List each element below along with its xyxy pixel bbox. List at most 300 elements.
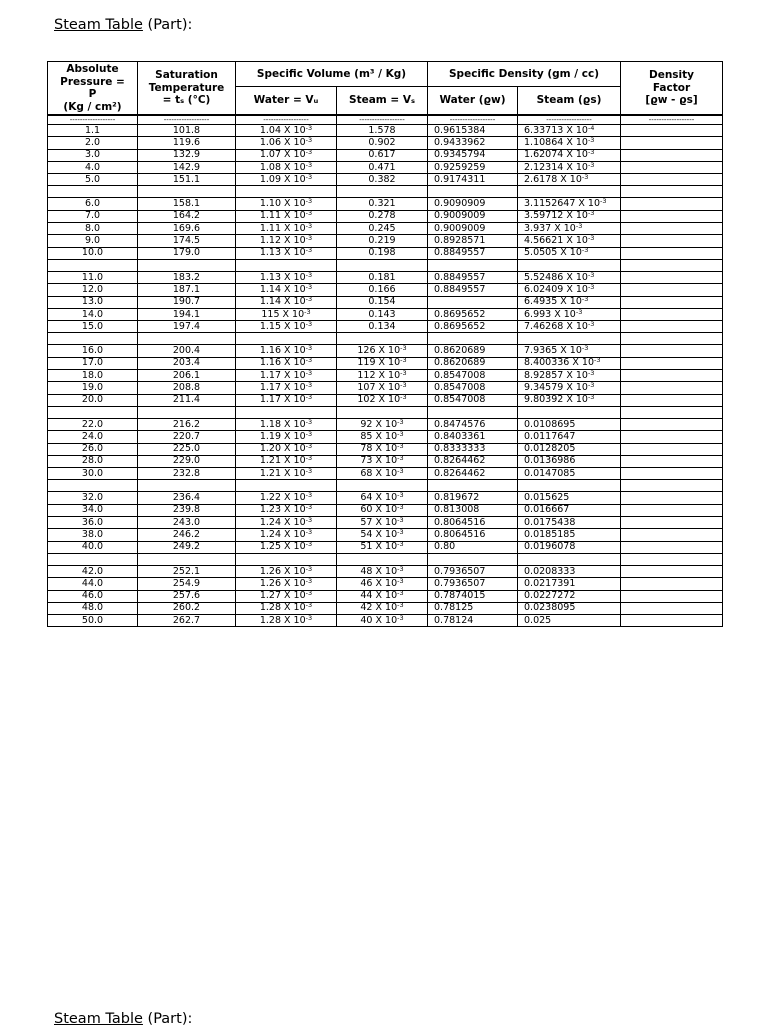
cell-volume-steam [337,382,428,394]
table-row [48,382,723,394]
exponent-base: X 10 [284,590,306,602]
mantissa: 1.578 [368,124,396,136]
mantissa: 1.27 [259,590,281,602]
table-row [48,541,723,553]
exponent: -3 [397,418,404,426]
header-saturation-temperature [138,62,236,116]
cell-volume-water [236,271,337,283]
cell-density-water: 0.9090909 [428,198,518,210]
exponent: -3 [400,394,407,402]
mantissa: 7.9365 [524,345,558,357]
cell-pressure: 48.0 [48,602,138,614]
cell-density-water: 0.9345794 [428,149,518,161]
cell-volume-steam [337,174,428,186]
mantissa: 85 [360,430,373,442]
exponent-base: X 10 [572,357,594,369]
mantissa: 78 [360,443,373,455]
cell-pressure: 38.0 [48,529,138,541]
exponent: -3 [397,577,404,585]
mantissa: 0.016667 [524,504,570,516]
table-row [48,296,723,308]
blank-cell [337,553,428,565]
cell-density-water: 0.819672 [428,492,518,504]
mantissa: 1.24 [259,528,281,540]
cell-volume-water [236,517,337,529]
exponent-base: X 10 [284,492,306,504]
cell-density-factor [621,125,723,137]
exponent: -3 [305,222,313,230]
blank-cell [518,553,621,565]
exponent-base: X 10 [284,320,306,332]
mantissa: 2.12314 [524,161,564,173]
cell-volume-water [236,492,337,504]
cell-density-steam [518,418,621,430]
mantissa: 0.025 [524,614,552,626]
exponent-base: X 10 [375,528,398,540]
mantissa: 6.33713 [524,124,564,136]
header-density-factor [621,62,723,116]
cell-density-steam [518,137,621,149]
cell-pressure: 30.0 [48,468,138,480]
cell-density-steam [518,284,621,296]
exponent: -3 [305,614,313,622]
exponent-base: X 10 [566,271,588,283]
cell-density-steam [518,382,621,394]
cell-density-steam [518,529,621,541]
cell-pressure: 6.0 [48,198,138,210]
cell-temperature: 119.6 [138,137,236,149]
cell-density-water: 0.8695652 [428,321,518,333]
mantissa: 0.245 [368,222,396,234]
exponent-base: X 10 [284,614,306,626]
blank-cell [48,480,138,492]
cell-temperature: 101.8 [138,125,236,137]
blank-row [48,259,723,271]
exponent: -3 [587,149,595,157]
mantissa: 6.02409 [524,283,564,295]
cell-density-water: 0.8064516 [428,529,518,541]
cell-density-water: 0.7936507 [428,578,518,590]
header-line: Absolute [66,63,119,75]
cell-density-water: 0.8928571 [428,235,518,247]
cell-density-water: 0.8547008 [428,382,518,394]
cell-volume-water [236,431,337,443]
mantissa: 1.12 [259,235,281,247]
mantissa: 1.13 [259,271,281,283]
cell-density-water: 0.7874015 [428,590,518,602]
blank-cell [428,259,518,271]
mantissa: 0.0147085 [524,467,576,479]
mantissa: 92 [360,418,373,430]
cell-density-factor [621,235,723,247]
cell-pressure: 20.0 [48,394,138,406]
mantissa: 126 [357,345,376,357]
cell-density-factor [621,357,723,369]
cell-density-water: 0.8849557 [428,271,518,283]
exponent-base: X 10 [375,541,398,553]
mantissa: 0.015625 [524,492,570,504]
exponent-base: X 10 [566,283,588,295]
cell-volume-water [236,357,337,369]
mantissa: 0.0136986 [524,455,576,467]
cell-volume-steam [337,394,428,406]
blank-cell [48,259,138,271]
cell-pressure: 10.0 [48,247,138,259]
exponent: -3 [305,369,313,377]
cell-temperature: 243.0 [138,517,236,529]
exponent-base: X 10 [560,247,582,259]
cell-density-factor [621,223,723,235]
cell-volume-steam [337,418,428,430]
cell-density-water: 0.78125 [428,602,518,614]
cell-density-water: 0.8264462 [428,455,518,467]
exponent: -3 [581,296,589,304]
exponent-base: X 10 [375,614,398,626]
mantissa: 1.18 [259,418,281,430]
cell-volume-water [236,529,337,541]
cell-density-water: 0.8333333 [428,443,518,455]
cell-density-factor [621,615,723,627]
table-row [48,271,723,283]
cell-density-steam [518,247,621,259]
cell-pressure: 11.0 [48,271,138,283]
mantissa: 0.166 [368,283,396,295]
mantissa: 1.08 [259,161,281,173]
cell-density-steam [518,271,621,283]
table-row [48,161,723,173]
exponent: -3 [305,234,313,243]
exponent-base: X 10 [566,149,588,161]
header-density-water: Water (ϱw) [428,87,518,116]
mantissa: 5.52486 [524,271,564,283]
page-title-underlined: Steam Table [54,17,143,33]
exponent-base: X 10 [375,443,398,455]
exponent: -3 [587,271,595,279]
exponent-base: X 10 [284,394,306,406]
mantissa: 3.937 [524,222,552,234]
cell-temperature: 257.6 [138,590,236,602]
exponent: -3 [305,283,313,291]
cell-density-steam [518,370,621,382]
cell-temperature: 260.2 [138,602,236,614]
cell-pressure: 32.0 [48,492,138,504]
cell-density-steam [518,468,621,480]
cell-density-steam [518,174,621,186]
cell-volume-steam [337,198,428,210]
exponent-base: X 10 [375,467,398,479]
mantissa: 64 [360,492,373,504]
mantissa: 0.219 [368,235,396,247]
exponent: -3 [587,234,595,243]
cell-volume-water [236,308,337,320]
header-line: (Kg / cm²) [63,100,122,113]
exponent: -3 [305,149,313,157]
cell-volume-steam [337,296,428,308]
cell-pressure: 8.0 [48,223,138,235]
table-row [48,394,723,406]
exponent-base: X 10 [284,541,306,553]
cell-density-water: 0.8264462 [428,468,518,480]
mantissa: 68 [360,467,373,479]
cell-volume-steam [337,125,428,137]
cell-pressure: 44.0 [48,578,138,590]
mantissa: 7.46268 [524,320,564,332]
exponent-base: X 10 [554,308,576,320]
mantissa: 4.56621 [524,235,564,247]
exponent: -3 [305,467,313,475]
exponent-base: X 10 [566,136,588,148]
exponent: -3 [305,296,313,304]
exponent: -3 [305,344,313,353]
exponent-base: X 10 [284,136,306,148]
cell-volume-steam [337,578,428,590]
cell-pressure: 17.0 [48,357,138,369]
cell-density-factor [621,174,723,186]
exponent-base: X 10 [378,357,401,369]
mantissa: 0.0238095 [524,602,576,614]
mantissa: 0.0196078 [524,541,576,553]
cell-pressure: 36.0 [48,517,138,529]
cell-density-water: 0.9009009 [428,210,518,222]
cell-volume-steam [337,517,428,529]
dash-cell: ------------------ [518,115,621,125]
blank-row [48,333,723,345]
exponent: -3 [397,516,404,524]
mantissa: 0.278 [368,210,396,222]
table-row [48,235,723,247]
exponent: -3 [397,443,404,451]
cell-density-factor [621,541,723,553]
exponent-base: X 10 [378,369,401,381]
exponent-base: X 10 [284,222,306,234]
exponent-base: X 10 [560,173,582,185]
exponent: -3 [400,357,407,365]
cell-temperature: 239.8 [138,504,236,516]
dash-cell: ------------------ [621,115,723,125]
cell-density-steam [518,615,621,627]
page-title [54,17,192,33]
mantissa: 1.06 [259,136,281,148]
mantissa: 3.1152647 [524,198,576,210]
cell-pressure: 19.0 [48,382,138,394]
cell-density-factor [621,382,723,394]
cell-density-water: 0.9009009 [428,223,518,235]
mantissa: 6.4935 [524,296,558,308]
exponent-base: X 10 [566,394,588,406]
exponent: -3 [575,222,583,230]
dash-cell: ------------------ [337,115,428,125]
blank-cell [621,259,723,271]
mantissa: 1.13 [259,247,281,259]
mantissa: 57 [360,516,373,528]
cell-volume-steam [337,529,428,541]
exponent: -3 [400,369,407,377]
cell-density-factor [621,455,723,467]
cell-density-steam [518,504,621,516]
cell-temperature: 225.0 [138,443,236,455]
mantissa: 1.10 [259,198,281,210]
blank-cell [428,406,518,418]
exponent-base: X 10 [284,247,306,259]
cell-density-steam [518,565,621,577]
header-line: [ϱw - ϱs] [645,94,698,107]
cell-volume-water [236,541,337,553]
cell-density-factor [621,431,723,443]
cell-temperature: 229.0 [138,455,236,467]
cell-density-factor [621,137,723,149]
blank-cell [236,259,337,271]
mantissa: 0.902 [368,136,396,148]
cell-volume-steam [337,271,428,283]
header-line: Factor [652,81,691,94]
mantissa: 1.22 [259,492,281,504]
cell-temperature: 169.6 [138,223,236,235]
table-row [48,455,723,467]
mantissa: 0.154 [368,296,396,308]
mantissa: 5.0505 [524,247,558,259]
table-row [48,590,723,602]
cell-density-water: 0.9259259 [428,161,518,173]
cell-volume-water [236,137,337,149]
exponent-base: X 10 [284,381,306,393]
exponent: -3 [397,602,404,610]
cell-temperature: 254.9 [138,578,236,590]
mantissa: 1.26 [259,577,281,589]
exponent: -3 [305,528,313,536]
blank-cell [138,186,236,198]
cell-density-factor [621,578,723,590]
mantissa: 1.17 [259,394,281,406]
blank-cell [138,553,236,565]
table-row [48,321,723,333]
cell-density-steam [518,517,621,529]
blank-row [48,553,723,565]
cell-volume-water [236,198,337,210]
blank-cell [518,333,621,345]
cell-temperature: 187.1 [138,284,236,296]
cell-pressure: 40.0 [48,541,138,553]
cell-density-factor [621,161,723,173]
cell-temperature: 200.4 [138,345,236,357]
exponent-base: X 10 [560,345,582,357]
exponent: -3 [305,124,313,132]
exponent-base: X 10 [284,443,306,455]
cell-density-steam [518,578,621,590]
cell-volume-steam [337,492,428,504]
exponent-base: X 10 [375,565,398,577]
exponent: -3 [581,173,589,181]
mantissa: 1.11 [259,210,281,222]
blank-cell [621,553,723,565]
exponent: -3 [397,504,404,512]
exponent-base: X 10 [284,516,306,528]
header-absolute-pressure [48,62,138,116]
mantissa: 1.19 [259,430,281,442]
exponent-base: X 10 [566,124,588,136]
blank-cell [337,480,428,492]
cell-density-factor [621,394,723,406]
cell-density-water: 0.8403361 [428,431,518,443]
cell-density-water: 0.8695652 [428,308,518,320]
mantissa: 1.26 [259,565,281,577]
exponent-base: X 10 [554,222,576,234]
blank-row [48,186,723,198]
exponent: -3 [397,590,404,598]
header-volume-steam: Steam = Vₛ [337,87,428,116]
cell-volume-water [236,125,337,137]
blank-cell [518,186,621,198]
cell-pressure: 18.0 [48,370,138,382]
table-row [48,308,723,320]
exponent: -3 [305,491,313,500]
dash-cell: ------------------ [48,115,138,125]
exponent-base: X 10 [282,308,305,320]
exponent-base: X 10 [566,210,588,222]
cell-density-steam [518,455,621,467]
blank-cell [337,406,428,418]
header-density-steam: Steam (ϱs) [518,87,621,116]
blank-cell [236,186,337,198]
exponent: -3 [600,197,607,206]
cell-pressure: 5.0 [48,174,138,186]
exponent: -3 [587,210,595,218]
dash-cell: ------------------ [236,115,337,125]
cell-density-factor [621,602,723,614]
mantissa: 1.07 [259,149,281,161]
table-row [48,615,723,627]
blank-cell [621,333,723,345]
cell-volume-water [236,345,337,357]
blank-cell [518,480,621,492]
cell-density-steam [518,443,621,455]
exponent-base: X 10 [284,235,306,247]
cell-density-water: 0.9433962 [428,137,518,149]
mantissa: 0.382 [368,173,396,185]
cell-pressure: 50.0 [48,615,138,627]
cell-pressure: 1.1 [48,125,138,137]
exponent: -3 [305,136,313,144]
table-row [48,418,723,430]
mantissa: 1.28 [259,602,281,614]
exponent: -3 [305,418,313,426]
cell-density-factor [621,271,723,283]
exponent-base: X 10 [375,516,398,528]
cell-temperature: 158.1 [138,198,236,210]
blank-cell [428,480,518,492]
mantissa: 1.15 [259,320,281,332]
blank-cell [138,333,236,345]
cell-density-factor [621,565,723,577]
table-row [48,223,723,235]
header-line: = tₛ (°C) [162,94,211,107]
exponent-base: X 10 [566,320,588,332]
cell-density-factor [621,468,723,480]
exponent-base: X 10 [566,369,588,381]
blank-cell [337,259,428,271]
exponent: -3 [397,491,404,500]
cell-density-factor [621,321,723,333]
exponent-base: X 10 [560,296,582,308]
cell-pressure: 28.0 [48,455,138,467]
cell-volume-steam [337,504,428,516]
mantissa: 1.16 [259,357,281,369]
cell-density-water: 0.78124 [428,615,518,627]
cell-temperature: 179.0 [138,247,236,259]
table-row [48,565,723,577]
dash-row [48,115,723,125]
cell-temperature: 197.4 [138,321,236,333]
exponent: -3 [397,614,404,622]
